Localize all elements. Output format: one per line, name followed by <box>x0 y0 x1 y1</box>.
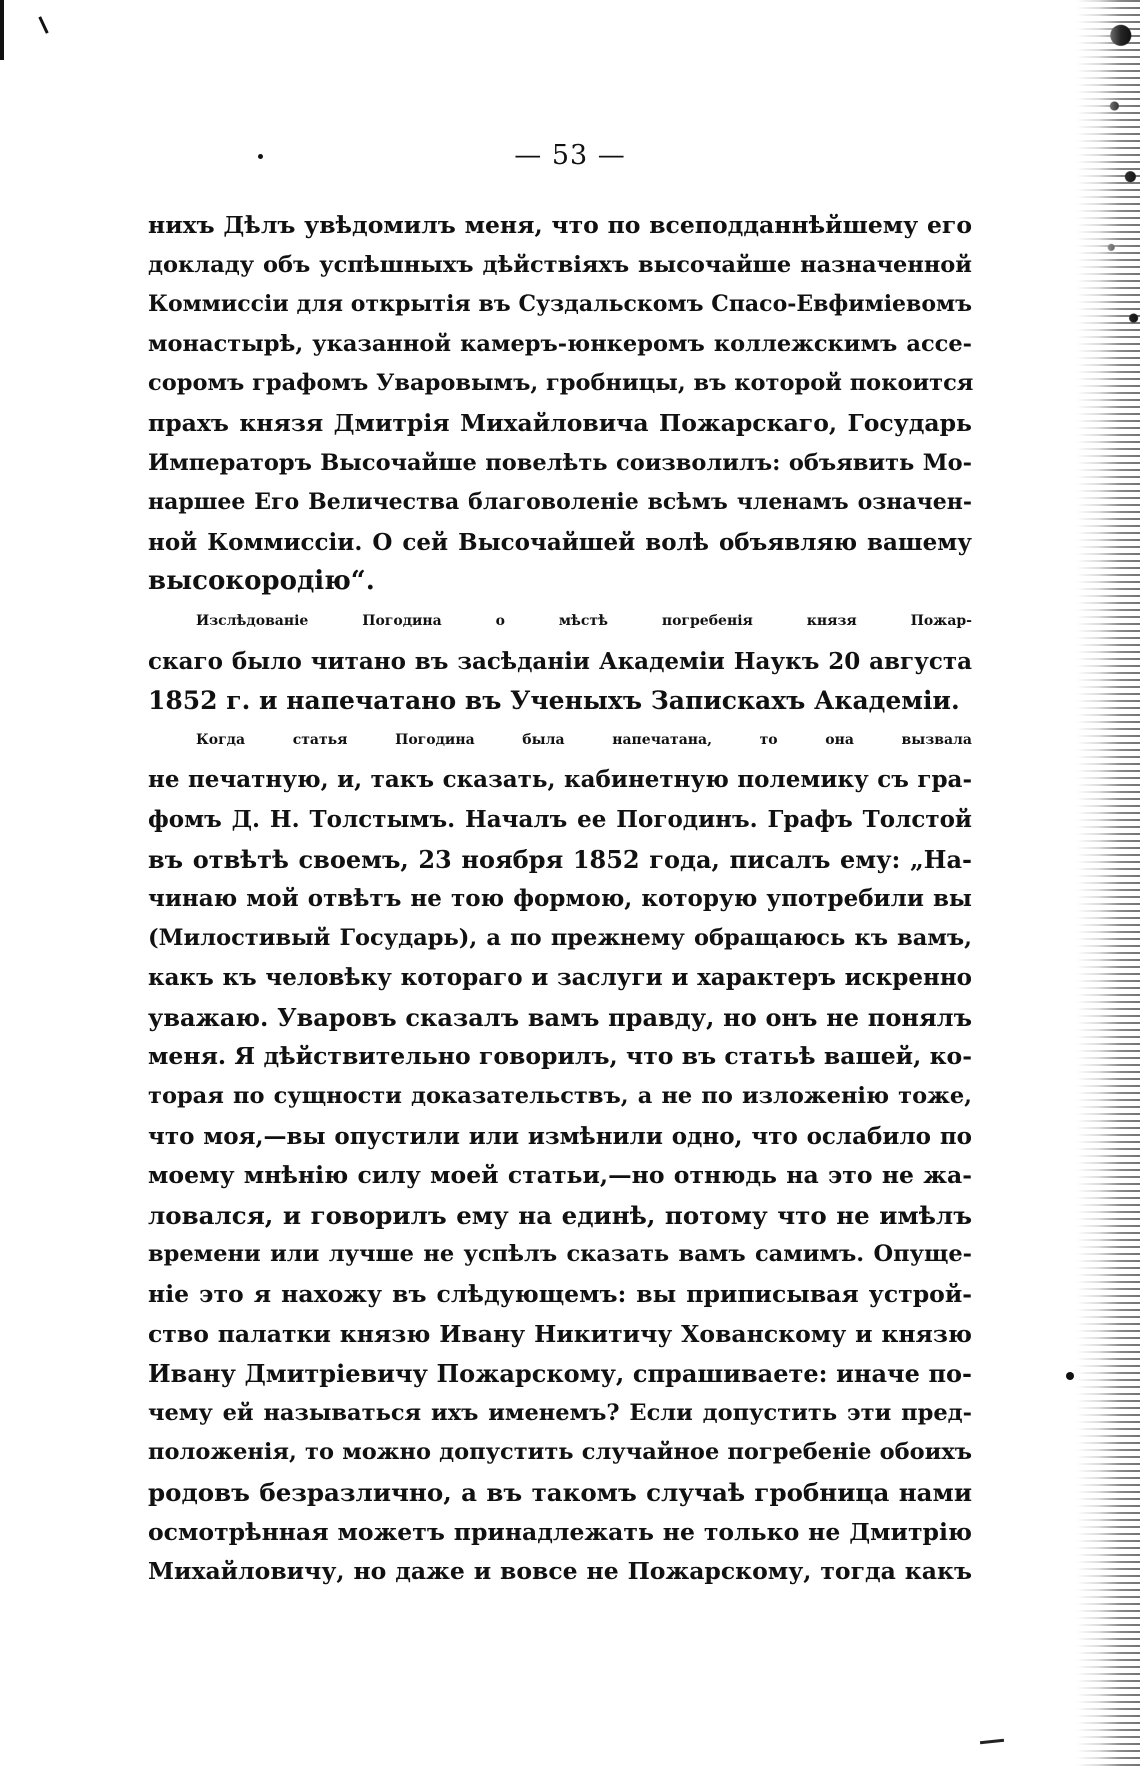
text-line: что моя,—вы опустили или измѣнили одно, что ослабило по <box>148 1122 972 1150</box>
text-line: (Милостивый Государь), а по прежнему обращаюсь къ вамъ, <box>148 924 972 951</box>
body-text <box>148 206 972 1592</box>
text-line: высокородію“. <box>148 566 375 597</box>
text-line: нихъ Дѣлъ увѣдомилъ меня, что по всеподданнѣйшему его <box>148 211 972 239</box>
text-line: родовъ безразлично, а въ такомъ случаѣ гробница нами <box>148 1478 972 1507</box>
text-line: положенія, то можно допустить случайное погребеніе обоихъ <box>148 1439 972 1466</box>
text-line: Коммиссіи для открытія въ Суздальскомъ Спасо-Евфиміевомъ <box>148 291 972 318</box>
scan-speck <box>38 16 48 34</box>
text-line: какъ къ человѣку котораго и заслуги и характеръ искренно <box>148 964 972 992</box>
scan-dot <box>1066 1372 1074 1380</box>
text-line: фомъ Д. Н. Толстымъ. Началъ ее Погодинъ. Графъ Толстой <box>148 805 972 833</box>
paragraph <box>148 206 972 602</box>
scan-edge-mark <box>0 0 4 60</box>
text-line: наршее Его Величества благоволеніе всѣмъ членамъ означен- <box>148 489 972 516</box>
text-line: меня. Я дѣйствительно говорилъ, что въ статьѣ вашей, ко- <box>148 1042 972 1071</box>
text-line: моему мнѣнію силу моей статьи,—но отнюдь на это не жа- <box>148 1161 972 1190</box>
text-line: ной Коммиссіи. О сей Высочайшей волѣ объявляю вашему <box>148 528 972 556</box>
text-line: ство палатки князю Ивану Никитичу Хованскому и князю <box>148 1319 972 1348</box>
scan-edge-noise <box>1076 0 1140 1767</box>
text-line: торая по сущности доказательствъ, а не по изложенію тоже, <box>148 1083 972 1110</box>
text-line: не печатную, и, такъ сказать, кабинетную полемику съ гра- <box>148 766 972 794</box>
paragraph <box>148 602 972 721</box>
text-line: времени или лучше не успѣлъ сказать вамъ самимъ. Опуще- <box>148 1241 972 1268</box>
text-line: ловался, и говорилъ ему на единѣ, потому что не имѣлъ <box>148 1200 972 1230</box>
text-line: ніе это я нахожу въ слѣдующемъ: вы приписывая устрой- <box>148 1280 972 1309</box>
text-line: Изслѣдованіе Погодина о мѣстѣ погребенія князя Пожар- <box>196 612 972 629</box>
text-line: чему ей называться ихъ именемъ? Если допустить эти пред- <box>148 1399 972 1426</box>
text-line: докладу объ успѣшныхъ дѣйствіяхъ высочайше назначенной <box>148 251 972 278</box>
text-line: Когда статья Погодина была напечатана, то она вызвала <box>196 731 972 748</box>
text-line: уважаю. Уваровъ сказалъ вамъ правду, но онъ не понялъ <box>148 1002 972 1032</box>
page-number: — 53 — <box>514 140 626 171</box>
text-line: скаго было читано въ засѣданіи Академіи Наукъ 20 августа <box>148 647 972 675</box>
text-line: чинаю мой отвѣтъ не тою формою, которую употребили вы <box>148 885 972 913</box>
text-line: прахъ князя Дмитрія Михайловича Пожарскаго, Государь <box>148 408 972 437</box>
text-line: Михайловичу, но даже и вовсе не Пожарскому, тогда какъ <box>148 1557 972 1586</box>
paragraph <box>148 721 972 1592</box>
text-line: Императоръ Высочайше повелѣть соизволилъ: объявить Мо- <box>148 449 972 476</box>
text-line: Ивану Дмитріевичу Пожарскому, спрашиваете: иначе по- <box>148 1359 972 1389</box>
text-line: монастырѣ, указанной камеръ-юнкеромъ коллежскимъ ассе- <box>148 330 972 357</box>
text-line: соромъ графомъ Уваровымъ, гробницы, въ которой покоится <box>148 370 974 397</box>
scan-speck <box>980 1739 1004 1744</box>
text-line: 1852 г. и напечатано въ Ученыхъ Запискахъ Академіи. <box>148 686 960 716</box>
text-line: осмотрѣнная можетъ принадлежать не только не Дмитрію <box>148 1517 972 1546</box>
text-line: въ отвѣтѣ своемъ, 23 ноября 1852 года, писалъ ему: „На- <box>148 844 972 874</box>
